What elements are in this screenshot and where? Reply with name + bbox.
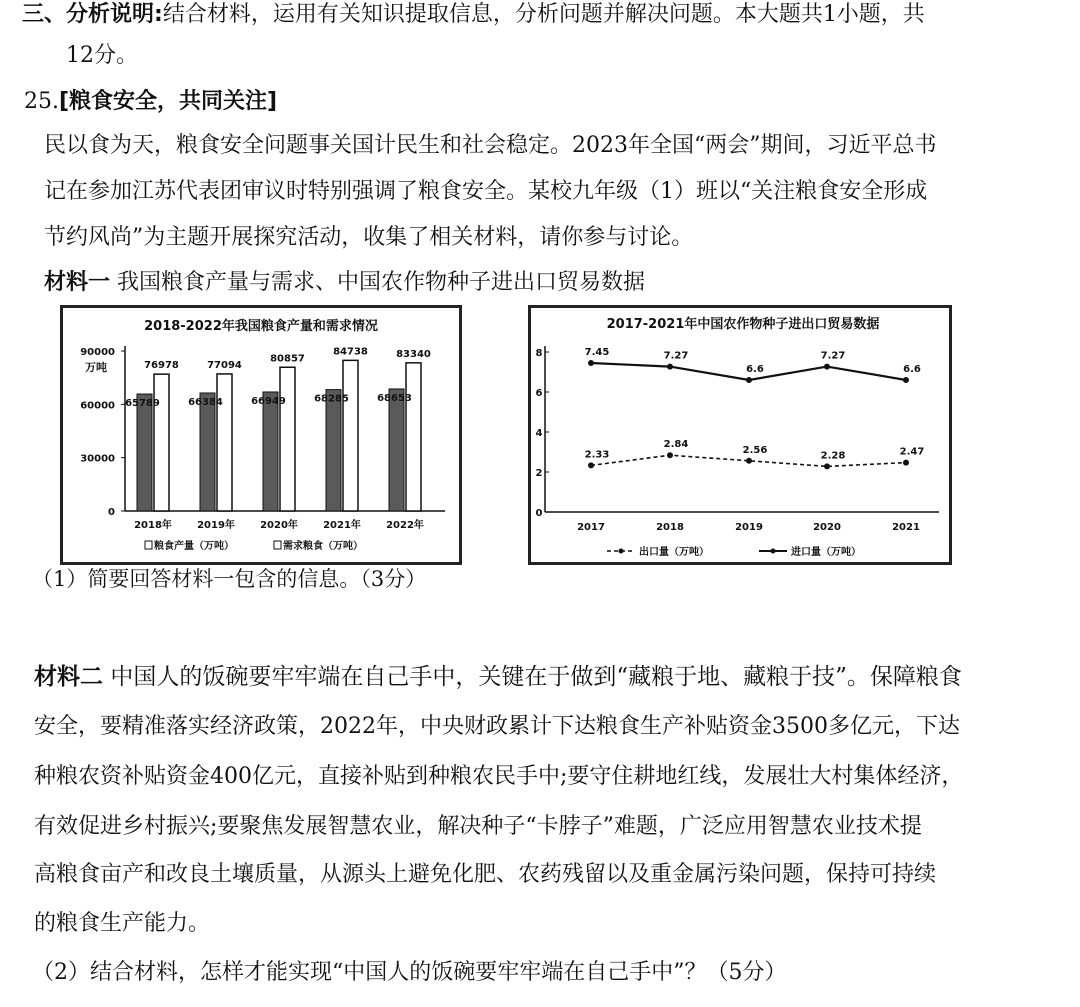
line-label-import: 7.45 bbox=[584, 347, 610, 358]
bar-demand-label: 84738 bbox=[333, 346, 368, 358]
line-point-export bbox=[824, 463, 830, 469]
material1-label: 材料一 bbox=[44, 270, 111, 295]
line-x-tick-label: 2021 bbox=[892, 522, 920, 533]
material2-label: 材料二 bbox=[34, 664, 103, 690]
line-label-import: 7.27 bbox=[820, 350, 846, 362]
bar-demand-label: 83340 bbox=[396, 348, 431, 360]
line-x-tick-label: 2019 bbox=[735, 522, 763, 533]
section-heading: 三、分析说明: bbox=[22, 2, 163, 27]
line-label-export: 2.56 bbox=[742, 444, 768, 456]
line-point-export bbox=[588, 462, 594, 468]
question-title: [粮食安全，共同关注] bbox=[59, 89, 278, 114]
bar-demand bbox=[343, 360, 358, 511]
bar-chart-frame bbox=[60, 305, 462, 565]
bar-x-tick-label: 2022年 bbox=[386, 520, 424, 531]
bar-production bbox=[137, 394, 152, 511]
bar-demand-label: 76978 bbox=[144, 360, 179, 372]
material2-line-3: 种粮农资补贴资金400亿元，直接补贴到种粮农民手中;要守住耕地红线，发展壮大村集体经济， bbox=[34, 764, 964, 789]
line-y-tick-label: 2 bbox=[535, 468, 543, 479]
bar-demand bbox=[154, 374, 169, 511]
bar-demand bbox=[280, 367, 295, 511]
bar-demand-label: 77094 bbox=[207, 359, 242, 371]
line-label-import: 6.6 bbox=[903, 364, 921, 375]
material2-question: （2）结合材料，怎样才能实现“中国人的饭碗要牢牢端在自己手中”？（5分） bbox=[32, 960, 787, 985]
line-x-tick-label: 2017 bbox=[577, 522, 605, 533]
line-point-import bbox=[746, 377, 752, 383]
bar-chart bbox=[63, 308, 459, 562]
bar-production-label: 68285 bbox=[314, 393, 349, 405]
line-label-import: 6.6 bbox=[746, 364, 764, 375]
legend-export-marker bbox=[619, 549, 624, 554]
line-label-export: 2.47 bbox=[899, 446, 925, 458]
line-y-tick-label: 6 bbox=[535, 388, 543, 399]
material1-line bbox=[44, 268, 645, 298]
bar-production bbox=[263, 392, 278, 511]
bar-demand-label: 80857 bbox=[270, 353, 305, 365]
material1-text: 我国粮食产量与需求、中国农作物种子进出口贸易数据 bbox=[117, 270, 646, 295]
material2-line-1 bbox=[34, 662, 962, 692]
line-y-tick-label: 0 bbox=[535, 508, 543, 519]
section-intro: 结合材料，运用有关知识提取信息，分析问题并解决问题。本大题共1小题，共 bbox=[162, 2, 925, 27]
line-point-import bbox=[667, 364, 673, 370]
bar-chart-title: 2018-2022年我国粮食产量和需求情况 bbox=[144, 319, 378, 334]
bar-y-tick-label: 0 bbox=[108, 507, 115, 518]
bar-production-label: 66384 bbox=[188, 396, 223, 408]
line-point-import bbox=[824, 364, 830, 370]
line-point-import bbox=[588, 360, 594, 366]
bar-y-tick-label: 90000 bbox=[80, 347, 115, 358]
line-point-import bbox=[903, 377, 909, 383]
line-chart-legend bbox=[607, 545, 861, 558]
line-x-tick-label: 2020 bbox=[813, 522, 841, 533]
question-number: 25. bbox=[24, 89, 59, 114]
question-para-3: 节约风尚”为主题开展探究活动，收集了相关材料，请你参与讨论。 bbox=[44, 225, 694, 250]
material2-line-6: 的粮食生产能力。 bbox=[34, 911, 211, 936]
bar-production-label: 66949 bbox=[251, 395, 286, 407]
bar-production-label: 65789 bbox=[125, 398, 160, 410]
bar-chart-ylabel: 万吨 bbox=[85, 361, 107, 374]
bar-production-label: 68653 bbox=[377, 392, 412, 404]
bar-x-tick-label: 2020年 bbox=[260, 520, 298, 531]
legend-demand: 需求粮食（万吨） bbox=[283, 541, 363, 552]
bar-production bbox=[326, 390, 341, 511]
line-label-export: 2.33 bbox=[584, 449, 610, 461]
material1-question: （1）简要回答材料一包含的信息。（3分） bbox=[32, 567, 427, 591]
legend-import: 进口量（万吨） bbox=[791, 547, 861, 558]
bar-y-tick-label: 60000 bbox=[80, 400, 115, 412]
line-x-tick-label: 2018 bbox=[656, 522, 684, 533]
bar-x-tick-label: 2018年 bbox=[134, 520, 172, 531]
question-para-1: 民以食为天，粮食安全问题事关国计民生和社会稳定。2023年全国“两会”期间，习近平总书 bbox=[44, 133, 937, 158]
legend-import-marker bbox=[771, 549, 776, 554]
section-heading-line bbox=[22, 0, 925, 30]
line-chart-title: 2017-2021年中国农作物种子进出口贸易数据 bbox=[606, 317, 880, 332]
legend-export: 出口量（万吨） bbox=[639, 547, 709, 558]
line-chart-frame bbox=[528, 305, 952, 565]
line-chart bbox=[531, 308, 949, 562]
line-label-import: 7.27 bbox=[663, 350, 689, 362]
material2-line-5: 高粮食亩产和改良土壤质量，从源头上避免化肥、农药残留以及重金属污染问题，保持可持续 bbox=[34, 862, 937, 887]
bar-production bbox=[389, 389, 404, 511]
material2-line-4: 有效促进乡村振兴;要聚焦发展智慧农业，解决种子“卡脖子”难题，广泛应用智慧农业技术提 bbox=[34, 814, 922, 839]
bar-demand bbox=[406, 363, 421, 511]
line-y-tick-label: 8 bbox=[535, 348, 543, 359]
legend-swatch-production bbox=[145, 541, 152, 549]
bar-chart-legend bbox=[145, 539, 363, 552]
line-point-export bbox=[667, 452, 673, 458]
question-title-line bbox=[24, 87, 277, 117]
line-label-export: 2.28 bbox=[820, 450, 846, 462]
legend-swatch-demand bbox=[274, 541, 281, 549]
line-point-export bbox=[903, 460, 909, 466]
material2-line-2: 安全，要精准落实经济政策，2022年，中央财政累计下达粮食生产补贴资金3500多亿元，下达 bbox=[34, 714, 960, 739]
bar-production bbox=[200, 393, 215, 511]
section-intro-cont: 12分。 bbox=[66, 43, 138, 68]
bar-x-tick-label: 2021年 bbox=[323, 520, 361, 531]
bar-y-tick-label: 30000 bbox=[80, 453, 115, 465]
line-label-export: 2.84 bbox=[663, 439, 689, 451]
bar-x-tick-label: 2019年 bbox=[197, 520, 235, 531]
question-para-2: 记在参加江苏代表团审议时特别强调了粮食安全。某校九年级（1）班以“关注粮食安全形成 bbox=[44, 179, 928, 204]
line-y-tick-label: 4 bbox=[535, 428, 543, 439]
material2-text-1: 中国人的饭碗要牢牢端在自己手中，关键在于做到“藏粮于地、藏粮于技”。保障粮食 bbox=[110, 664, 962, 690]
legend-production: 粮食产量（万吨） bbox=[154, 541, 234, 552]
bar-demand bbox=[217, 374, 232, 511]
line-point-export bbox=[746, 458, 752, 464]
